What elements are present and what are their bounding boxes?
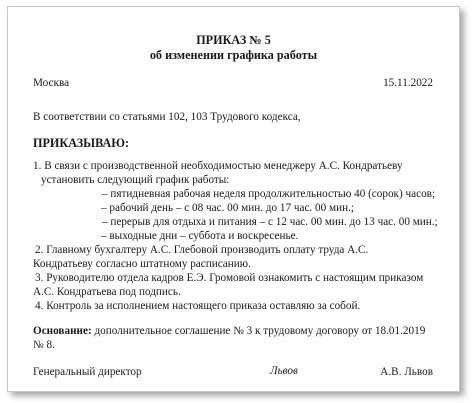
order-heading: ПРИКАЗЫВАЮ: bbox=[33, 136, 130, 150]
item-2-line-1: 2. Главному бухгалтеру А.С. Глебовой производить оплату труда А.С. bbox=[35, 244, 369, 256]
item-1-sub-3: – перерыв для отдыха и питания – с 12 час. 00 мин. до 13 час. 00 мин.; bbox=[102, 216, 438, 228]
item-1-sub-1: – пятидневная рабочая неделя продолжительностью 40 (сорок) часов; bbox=[102, 188, 436, 200]
city-label: Москва bbox=[33, 77, 70, 89]
document-subtitle: об изменении графика работы bbox=[149, 48, 318, 62]
signatory-name: А.В. Львов bbox=[380, 366, 433, 378]
intro-text: В соответствии со статьями 102, 103 Трудового кодекса, bbox=[33, 111, 301, 123]
item-3-line-2: А.С. Кондратьева под подпись. bbox=[33, 286, 181, 298]
basis-text-line-2: № 8. bbox=[33, 339, 55, 351]
item-1-line-1: 1. В связи с производственной необходимостью менеджеру А.С. Кондратьеву bbox=[33, 160, 403, 172]
item-1-line-2: установить следующий график работы: bbox=[41, 174, 230, 186]
item-2-line-2: Кондратьеву согласно штатному расписанию. bbox=[33, 258, 251, 270]
basis-line bbox=[33, 325, 425, 337]
item-1-sub-2: – рабочий день – с 08 час. 00 мин. до 17 час. 00 мин.; bbox=[101, 202, 354, 214]
basis-text: дополнительное соглашение № 3 к трудовому договору от 18.01.2019 bbox=[94, 325, 426, 337]
basis-label: Основание: bbox=[33, 325, 92, 337]
document-date: 15.11.2022 bbox=[383, 77, 433, 89]
document-title: ПРИКАЗ № 5 bbox=[196, 33, 271, 47]
handwritten-signature: Львов bbox=[270, 365, 298, 377]
item-3-line-1: 3. Руководителю отдела кадров Е.Э. Громовой ознакомить с настоящим приказом bbox=[35, 272, 424, 284]
item-1-sub-4: – выходные дни – суббота и воскресенье. bbox=[101, 230, 299, 242]
item-4-line-1: 4. Контроль за исполнением настоящего приказа оставляю за собой. bbox=[35, 300, 361, 312]
signatory-position: Генеральный директор bbox=[33, 366, 142, 378]
order-document bbox=[7, 6, 460, 392]
